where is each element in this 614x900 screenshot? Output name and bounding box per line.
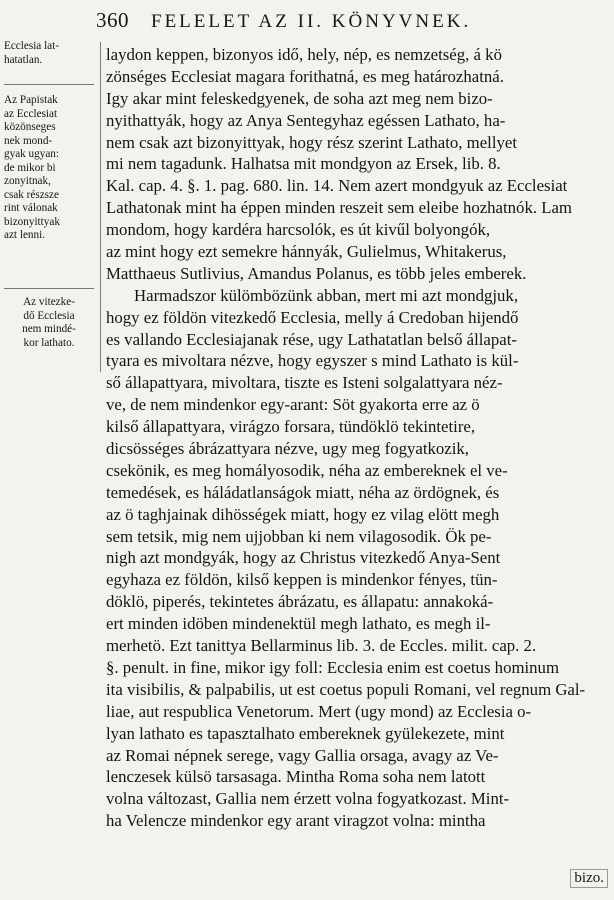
text-line: az mint hogy ezt semekre hánnyák, Gulielmus, Whitakerus, (106, 242, 507, 262)
text-line: Kal. cap. 4. §. 1. pag. 680. lin. 14. Nem azert mondgyuk az Ecclesiat (106, 176, 568, 196)
text-line: nyithattyák, hogy az Anya Sentegyhaz egéssen Lathato, ha- (106, 110, 506, 130)
catchword: bizo. (570, 869, 608, 888)
margin-divider (4, 288, 94, 289)
margin-divider (4, 84, 94, 85)
margin-note-line: bizonyittyak (4, 215, 60, 228)
text-line: döklö, piperés, tekintetes ábrázatu, es állapatu: annakoká- (106, 592, 494, 612)
text-line: mondom, hogy kardéra harcsolók, es út kivűl bolyongók, (106, 220, 491, 240)
text-line: nem csak azt bizonyittyak, hogy rész szerint Lathato, mellyet (106, 132, 518, 152)
margin-note-militant-church (4, 296, 94, 350)
margin-note-line: dő Ecclesia (23, 309, 75, 322)
margin-note-papists (4, 94, 94, 243)
margin-note-line: rint válonak (4, 202, 58, 214)
margin-note-line: nek mond- (4, 134, 53, 147)
text-line: ita visibilis, & palpabilis, ut est coetus populi Romani, vel regnum Gal- (106, 679, 586, 699)
page-number: 360 (96, 8, 129, 32)
margin-note-line: Az Papistak (4, 94, 58, 106)
gutter-rule (100, 42, 101, 372)
page-header (96, 8, 604, 42)
text-line: egyhaza ez földön, kilső keppen is mindenkor fényes, tün- (106, 570, 498, 590)
text-line: Lathatonak mint ha éppen minden reszeit sem eleibe hozhatnók. Lam (106, 198, 572, 218)
text-line: temedések, es háládatlanságok miatt, néha az ördögnek, és (106, 482, 500, 502)
text-line: mi nem tagadunk. Halhatsa mit mondgyon az Ersek, lib. 8. (106, 154, 501, 174)
text-line: Igy akar mint feleskedgyenek, de soha azt meg nem bizo- (106, 88, 493, 108)
text-line: merhetö. Ezt tanittya Bellarminus lib. 3. de Eccles. milit. cap. 2. (106, 636, 537, 656)
margin-note-line: Az vitezke- (23, 296, 75, 308)
margin-note-line: Ecclesia lat- (4, 40, 59, 52)
text-line: hogy ez földön vitezkedő Ecclesia, melly á Credoban hijendő (106, 307, 519, 327)
text-line: ert minden idöben mindenektül megh lathato, es megh il- (106, 614, 491, 634)
text-line: ha Velencze mindenkor egy arant viragzot volna: mintha (106, 811, 486, 831)
text-line: kilső állapattyara, virágzo forsara, tündöklö tekintetire, (106, 417, 476, 437)
text-line: lenczesek külsö tarsasaga. Mintha Roma soha nem latott (106, 767, 486, 787)
text-line: liae, aut respublica Venetorum. Mert (ugy mond) az Ecclesia o- (106, 701, 532, 721)
text-line: volna változast, Gallia nem érzett volna fogyatkozast. Mint- (106, 789, 510, 809)
text-line: sem tetsik, mig nem ujjobban ki nem vilagosodik. Ök pe- (106, 526, 492, 546)
text-line: tyara es mivoltara nézve, hogy egyszer s mind Lathato is kül- (106, 351, 519, 371)
text-line: dicsösséges ábrázattyara nézve, ugy meg fogyatkozik, (106, 439, 469, 459)
text-line: lyan lathato es tapasztalhato embereknek gyülekezete, mint (106, 723, 505, 743)
margin-note-line: zonyitnak, (4, 175, 51, 187)
text-line: laydon keppen, bizonyos idő, hely, nép, es nemzetség, á kö (106, 45, 502, 64)
text-line: es vallando Ecclesiajanak rése, ugy Lathatatlan belső állapat- (106, 329, 517, 349)
margin-note-line: de mikor bi (4, 161, 56, 174)
margin-note-line: az Ecclesiat (4, 107, 58, 120)
running-head: FELELET AZ II. KÖNYVNEK. (151, 11, 472, 32)
margin-note-line: hatatlan. (4, 53, 43, 66)
text-line: az ö taghjainak dihösségek miatt, hogy ez vilag elött megh (106, 504, 500, 524)
margin-note-line: nem mindé- (22, 323, 76, 335)
text-line: csekönik, es meg homályosodik, néha az embereknek el ve- (106, 460, 508, 480)
paragraph-start-line: Harmadszor külömbözünk abban, mert mi azt mondgjuk, (134, 285, 519, 305)
body-text (106, 44, 606, 832)
text-line: nigh azt mondgyák, hogy az Christus vitezkedő Anya-Sent (106, 548, 501, 568)
text-line: §. penult. in fine, mikor igy foll: Ecclesia enim est coetus hominum (106, 657, 560, 677)
margin-note-line: kor lathato. (23, 336, 75, 349)
text-line: az Romai népnek serege, vagy Gallia orsaga, avagy az Ve- (106, 745, 499, 765)
text-line: Matthaeus Sutlivius, Amandus Polanus, es több jeles emberek. (106, 263, 527, 283)
margin-note-line: közönseges (4, 121, 56, 133)
text-line: ve, de nem mindenkor egy-arant: Söt gyakorta erre az ö (106, 395, 480, 415)
margin-note-invisible-church (4, 40, 94, 67)
text-line: ső állapattyara, mivoltara, tiszte es Isteni solgalattyara néz- (106, 373, 503, 393)
margin-note-line: azt lenni. (4, 229, 46, 241)
margin-note-line: csak részsze (4, 188, 59, 201)
text-line: zönséges Ecclesiat magara forithatná, es meg határozhatná. (106, 66, 504, 86)
margin-note-line: gyak ugyan: (4, 148, 59, 160)
